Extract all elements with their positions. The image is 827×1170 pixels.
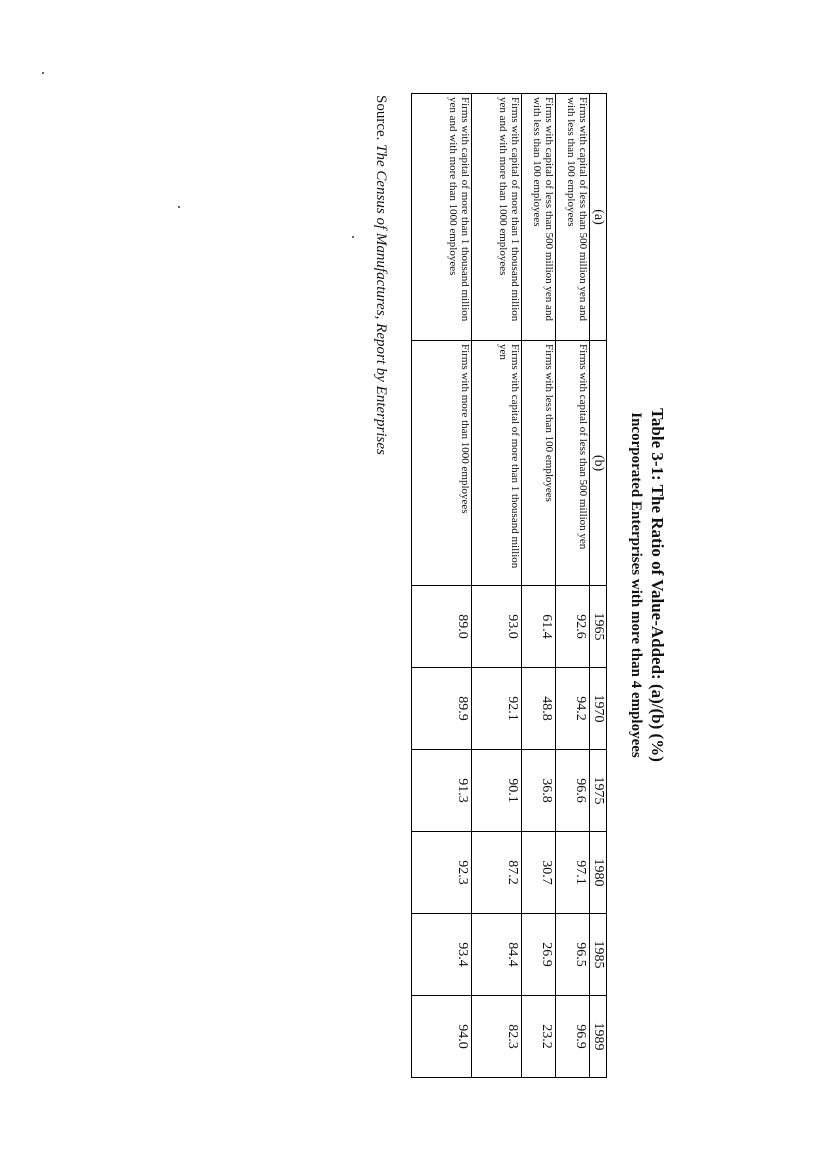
row-a-desc: Firms with capital of less than 500 million yen and with less than 100 employees [522,94,556,341]
row-a-desc: Firms with capital of less than 500 million yen and with less than 100 employees [556,94,590,341]
table-row [472,94,522,1078]
header-a: (a) [590,94,607,341]
value-cell: 91.3 [412,750,472,832]
table-row [522,94,556,1078]
value-cell: 93.0 [472,586,522,668]
source-label: Source. [373,95,389,141]
year-header: 1989 [590,996,607,1078]
value-cell: 23.2 [522,996,556,1078]
row-b-desc: Firms with capital of less than 500 million yen [556,341,590,586]
value-cell: 96.9 [556,996,590,1078]
table-subtitle: Incorporated Enterprises with more than 4 employees [628,412,644,758]
value-cell: 90.1 [472,750,522,832]
value-cell: 92.3 [412,832,472,914]
table-row [412,94,472,1078]
ratio-table [411,93,607,1078]
value-cell: 61.4 [522,586,556,668]
table-row [556,94,590,1078]
value-cell: 93.4 [412,914,472,996]
value-cell: 97.1 [556,832,590,914]
value-cell: 94.2 [556,668,590,750]
value-cell: 96.5 [556,914,590,996]
row-b-desc: Firms with more than 1000 employees [412,341,472,586]
row-a-desc: Firms with capital of more than 1 thousand million yen and with more than 1000 employees [412,94,472,341]
value-cell: 26.9 [522,914,556,996]
year-header: 1975 [590,750,607,832]
value-cell: 89.0 [412,586,472,668]
source-title: The Census of Manufactures, Report by Enterprises [373,144,389,455]
value-cell: 89.9 [412,668,472,750]
source-note [372,95,389,455]
value-cell: 84.4 [472,914,522,996]
value-cell: 30.7 [522,832,556,914]
value-cell: 48.8 [522,668,556,750]
value-cell: 96.6 [556,750,590,832]
header-row [590,94,607,1078]
table-title: Table 3-1: The Ratio of Value-Added: (a)/(b) (%) [648,408,667,762]
value-cell: 87.2 [472,832,522,914]
header-b: (b) [590,341,607,586]
value-cell: 82.3 [472,996,522,1078]
row-a-desc: Firms with capital of more than 1 thousand million yen and with more than 1000 employees [472,94,522,341]
year-header: 1980 [590,832,607,914]
row-b-desc: Firms with capital of more than 1 thousand million yen [472,341,522,586]
value-cell: 94.0 [412,996,472,1078]
value-cell: 92.1 [472,668,522,750]
year-header: 1970 [590,668,607,750]
row-b-desc: Firms with less than 100 employees [522,341,556,586]
value-cell: 36.8 [522,750,556,832]
year-header: 1985 [590,914,607,996]
value-cell: 92.6 [556,586,590,668]
year-header: 1965 [590,586,607,668]
